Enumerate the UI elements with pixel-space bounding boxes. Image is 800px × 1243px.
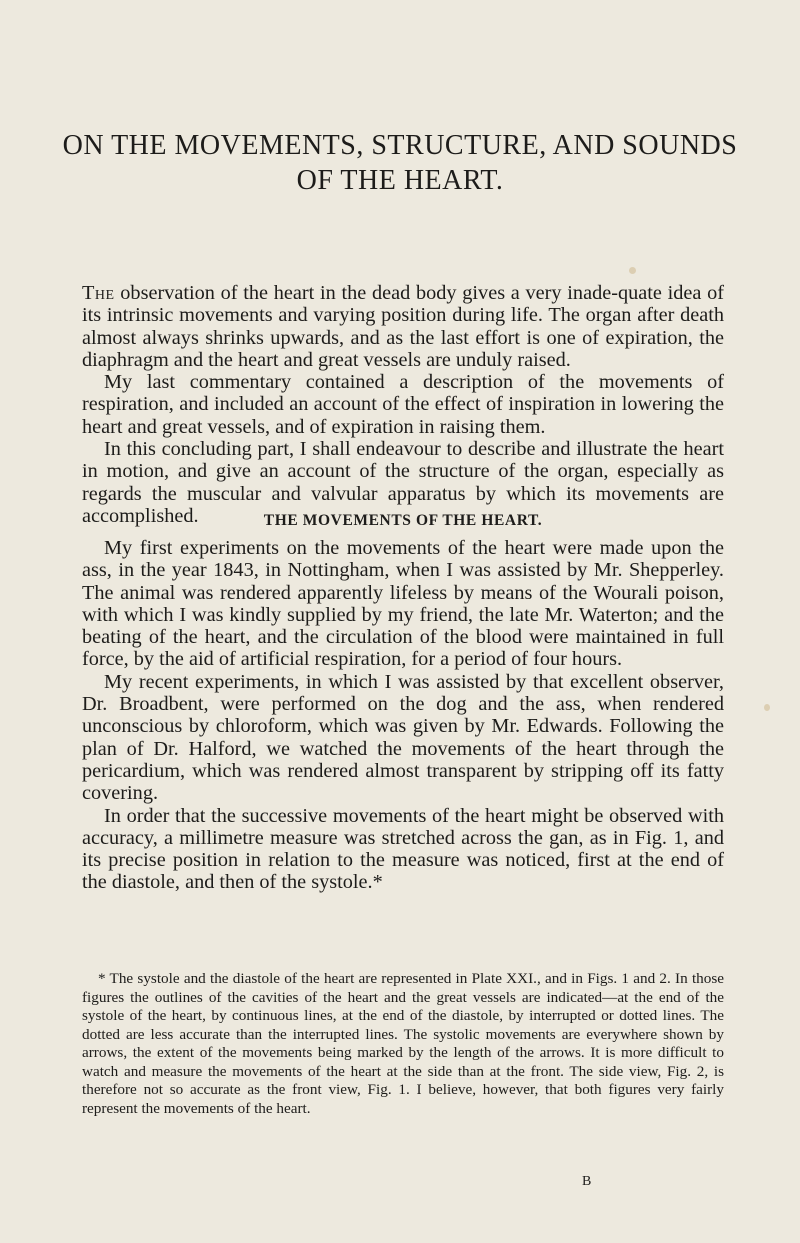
footnote [82, 970, 724, 1118]
paper-stain [629, 267, 636, 274]
page-title-line-1: ON THE MOVEMENTS, STRUCTURE, AND SOUNDS [62, 130, 738, 161]
section-heading: THE MOVEMENTS OF THE HEART. [263, 512, 543, 529]
dropcap-word: The [82, 282, 115, 304]
section-paragraph-1: My first experiments on the movements of the heart were made upon the ass, in the year 1843, in Nottingham, when I was assisted by Mr. Shepperley. The animal was rendered apparently lifeless by means of the Wourali poison, with which I was kindly supplied by my friend, the late Mr. Waterton; and the beating of the heart, and the circulation of the blood were maintained in full force, by the aid of artificial respiration, for a period of four hours. [82, 537, 724, 671]
paper-stain [764, 704, 770, 711]
intro-paragraph-2: My last commentary contained a description of the movements of respiration, and included an account of the effect of inspiration in lowering the heart and great vessels, and of expiration in raising them. [82, 371, 724, 438]
signature-mark: B [582, 1174, 592, 1189]
page-title-line-2: OF THE HEART. [296, 165, 504, 196]
section-text [82, 537, 724, 894]
intro-paragraph-1 [82, 282, 724, 371]
footnote-text: * The systole and the diastole of the heart are represented in Plate XXI., and in Figs. 1 and 2. In those figures the outlines of the cavities of the heart and the great vessels are indicated—at the end of the systole of the heart, by continuous lines, at the end of the diastole, by interrupted or dotted lines. The dotted are less accurate than the interrupted lines. The systolic movements are everywhere shown by arrows, the extent of the movements being marked by the length of the arrows. It is more difficult to watch and measure the movements of the heart at the side than at the front. The side view, Fig. 2, is therefore not so accurate as the front view, Fig. 1. I believe, however, that both figures very fairly represent the movements of the heart. [82, 970, 724, 1117]
intro-text [82, 282, 724, 527]
section-paragraph-3: In order that the successive movements of the heart might be observed with accuracy, a millimetre measure was stretched across the gan, as in Fig. 1, and its precise position in relation to the measure was noticed, first at the end of the diastole, and then of the systole.* [82, 804, 724, 894]
intro-paragraph-3: In this concluding part, I shall endeavour to describe and illustrate the heart in motion, and give an account of the structure of the organ, especially as regards the muscular and valvular apparatus by which its movements are accomplished. [82, 438, 724, 527]
section-paragraph-2: My recent experiments, in which I was assisted by that excellent observer, Dr. Broadbent, were performed on the dog and the ass, when rendered unconscious by chloroform, which was given by Mr. Edwards. Following the plan of Dr. Halford, we watched the movements of the heart through the pericardium, which was rendered almost transparent by stripping off its fatty covering. [82, 670, 724, 805]
intro-paragraph-1-body: observation of the heart in the dead body gives a very inade-quate idea of its intrinsic movements and varying position during life. The organ after death almost always shrinks upwards, and as the last effort is one of expiration, the diaphragm and the heart and great vessels are unduly raised. [82, 282, 724, 371]
